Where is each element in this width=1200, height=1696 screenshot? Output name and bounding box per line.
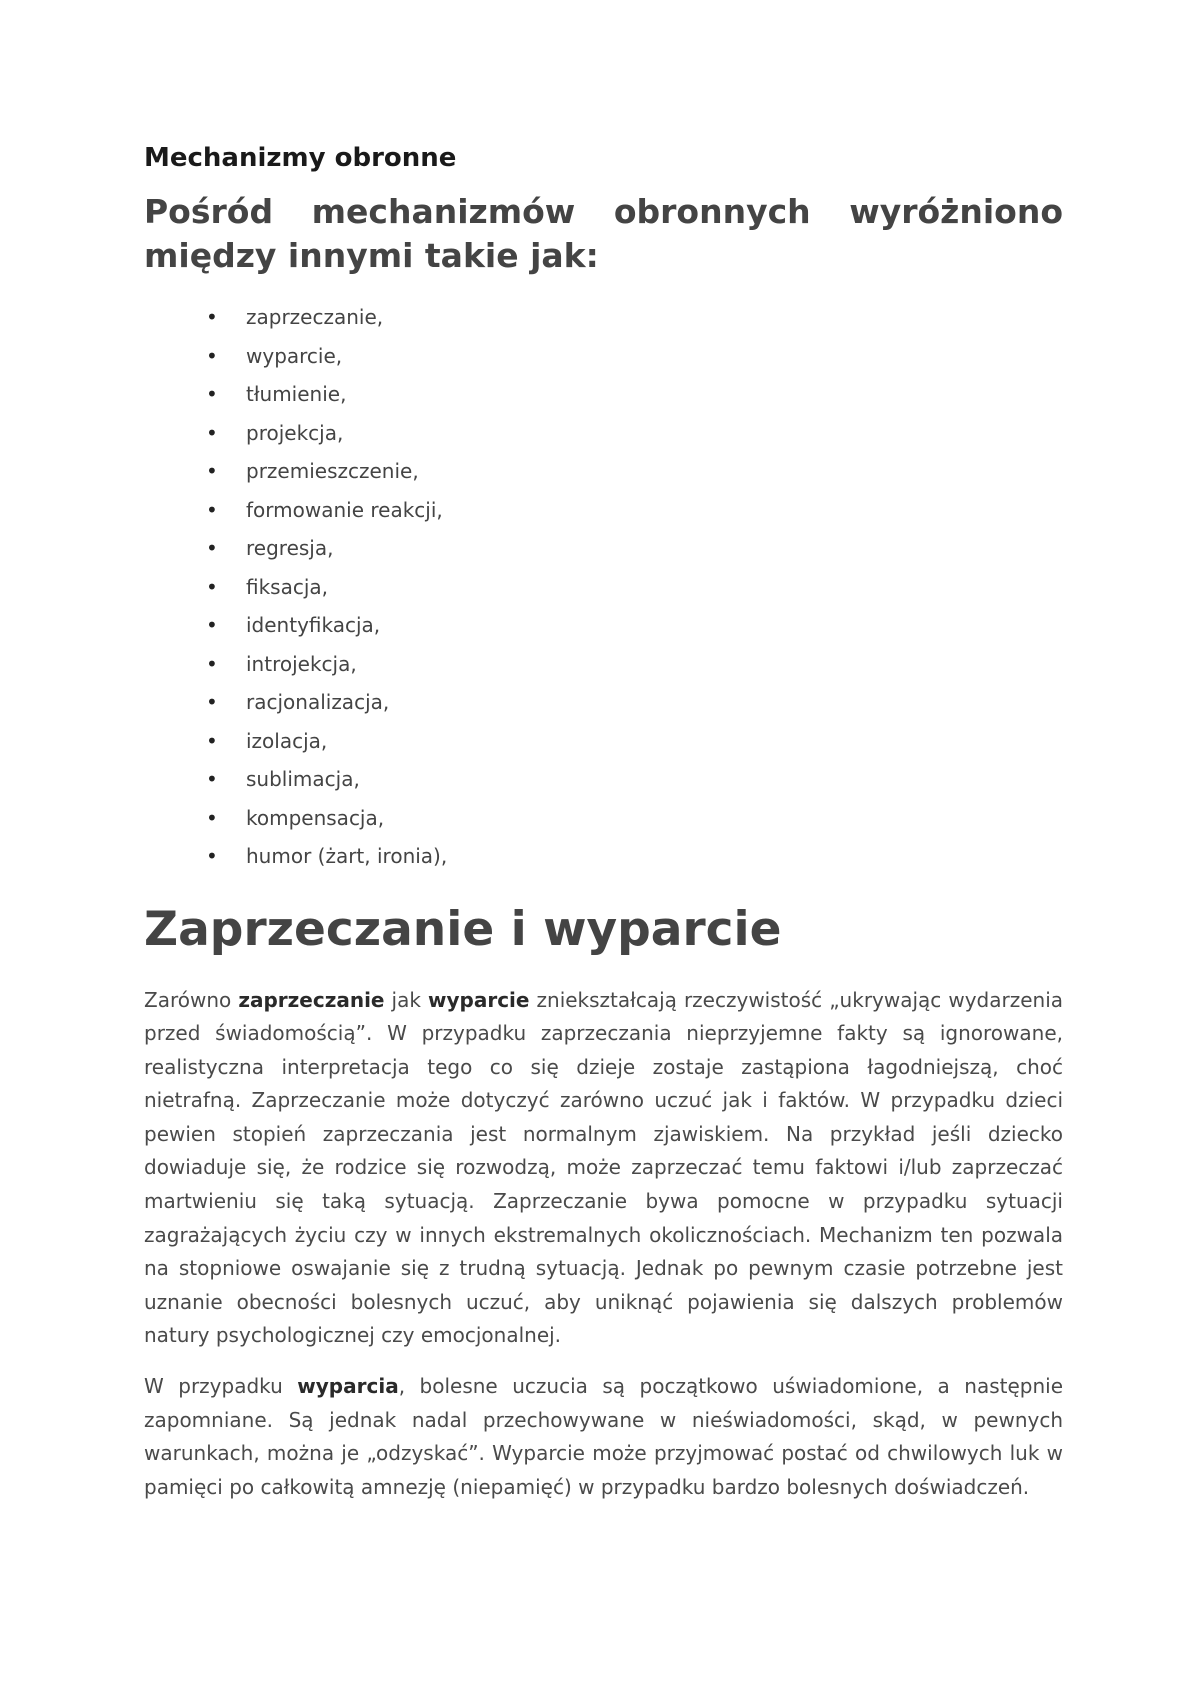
list-item-text: racjonalizacja, <box>246 690 390 714</box>
list-item <box>206 722 1063 761</box>
bullet-icon: • <box>206 343 218 368</box>
list-item <box>206 337 1063 376</box>
bullet-icon: • <box>206 613 218 637</box>
list-item-text: formowanie reakcji, <box>246 497 443 522</box>
bold-term-denial: zaprzeczanie <box>238 987 385 1012</box>
paragraph-repression <box>144 1370 1063 1504</box>
list-item-text: projekcja, <box>246 420 344 445</box>
list-item <box>206 375 1063 414</box>
list-item <box>206 452 1063 491</box>
list-item <box>206 837 1063 876</box>
list-item-text: humor (żart, ironia), <box>246 844 448 868</box>
list-item <box>206 645 1063 684</box>
bold-term-repression: wyparcie <box>428 987 530 1012</box>
list-item-text: tłumienie, <box>246 382 347 406</box>
bullet-icon: • <box>206 651 218 676</box>
mechanisms-list <box>144 298 1063 876</box>
bullet-icon: • <box>206 574 218 599</box>
list-item <box>206 568 1063 607</box>
list-item-text: wyparcie, <box>246 343 343 368</box>
list-item-text: przemieszczenie, <box>246 459 419 483</box>
list-item <box>206 491 1063 530</box>
paragraph-text: jak <box>384 987 428 1012</box>
intro-heading: Pośród mechanizmów obronnych wyróżniono między innymi takie jak: <box>144 192 1063 275</box>
bold-term-repression: wyparcia <box>297 1374 399 1399</box>
bullet-icon: • <box>206 805 218 830</box>
bullet-icon: • <box>206 844 218 868</box>
paragraph-text: W przypadku <box>144 1374 298 1399</box>
list-item-text: regresja, <box>246 536 334 560</box>
paragraph-text: zniekształcają rzeczywistość „ukrywając wydarzenia przed świadomością”. W przypadku zaprzeczania nieprzyjemne fakty są ignorowane, realistyczna interpretacja tego co się dzieje zostaje zastąpiona łagodniejszą, choć nietrafną. Zaprzeczanie może dotyczyć zarówno uczuć jak i faktów. W przypadku dzieci pewien stopień zaprzeczania jest normalnym zjawiskiem. Na przykład jeśli dziecko dowiaduje się, że rodzice się rozwodzą, może zaprzeczać temu faktowi i/lub zaprzeczać martwieniu się taką sytuacją. Zaprzeczanie bywa pomocne w przypadku sytuacji zagrażających życiu czy w innych ekstremalnych okolicznościach. Mechanizm ten pozwala na stopniowe oswajanie się z trudną sytuacją. Jednak po pewnym czasie potrzebne jest uznanie obecności bolesnych uczuć, aby uniknąć pojawienia się dalszych problemów natury psychologicznej czy emocjonalnej. <box>144 987 1064 1348</box>
bullet-icon: • <box>206 305 218 329</box>
list-item-text: sublimacja, <box>246 767 360 791</box>
bullet-icon: • <box>206 497 218 522</box>
list-item <box>206 683 1063 722</box>
list-item <box>206 298 1063 337</box>
bullet-icon: • <box>206 767 218 791</box>
list-item-text: zaprzeczanie, <box>246 305 384 329</box>
bullet-icon: • <box>206 536 218 560</box>
list-item <box>206 760 1063 799</box>
bullet-icon: • <box>206 690 218 714</box>
list-item <box>206 414 1063 453</box>
bullet-icon: • <box>206 728 218 753</box>
list-item <box>206 606 1063 645</box>
document-title: Mechanizmy obronne <box>144 143 457 173</box>
list-item <box>206 799 1063 838</box>
paragraph-denial-repression <box>144 984 1063 1354</box>
section-heading: Zaprzeczanie i wyparcie <box>144 901 782 957</box>
list-item-text: kompensacja, <box>246 805 385 830</box>
list-item-text: introjekcja, <box>246 651 357 676</box>
list-item-text: identyfikacja, <box>246 613 381 637</box>
list-item-text: fiksacja, <box>246 574 329 599</box>
bullet-icon: • <box>206 459 218 483</box>
paragraph-text: , bolesne uczucia są początkowo uświadomione, a następnie zapomniane. Są jednak nadal przechowywane w nieświadomości, skąd, w pewnych warunkach, można je „odzyskać”. Wyparcie może przyjmować postać od chwilowych luk w pamięci po całkowitą amnezję (niepamięć) w przypadku bardzo bolesnych doświadczeń. <box>144 1374 1064 1499</box>
paragraph-text: Zarówno <box>144 987 239 1012</box>
bullet-icon: • <box>206 420 218 445</box>
list-item <box>206 529 1063 568</box>
list-item-text: izolacja, <box>246 728 328 753</box>
bullet-icon: • <box>206 382 218 406</box>
